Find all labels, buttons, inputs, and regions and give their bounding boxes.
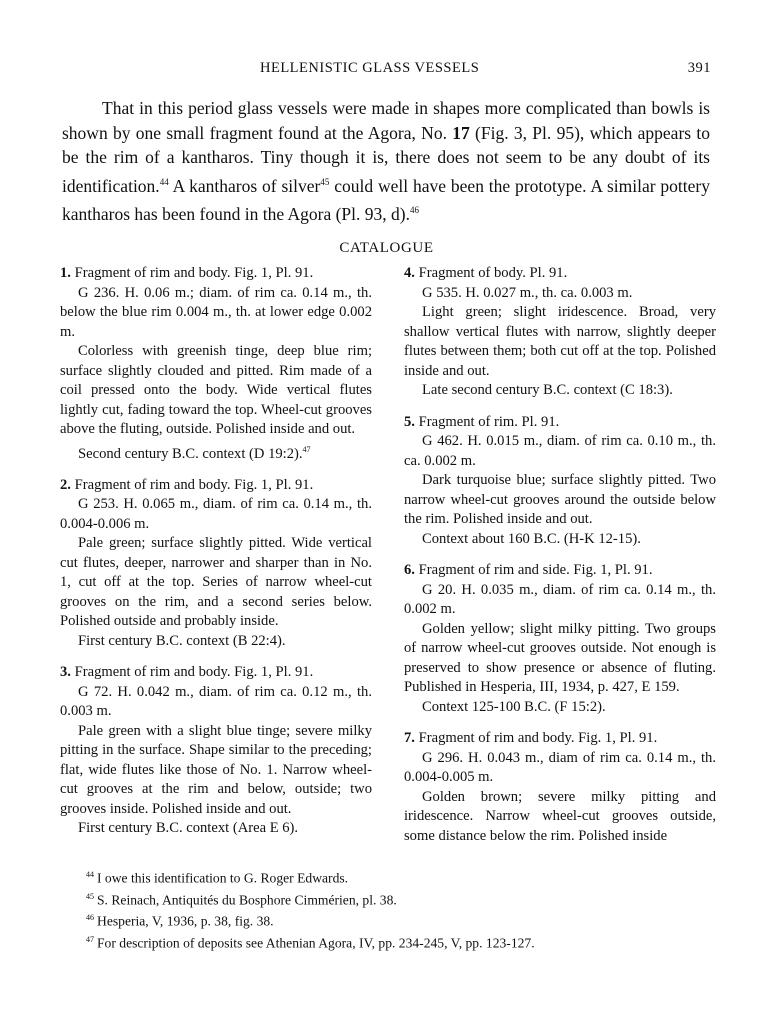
- footnote-ref[interactable]: 44: [159, 176, 169, 187]
- page-number: 391: [687, 60, 711, 76]
- catalogue-entry: 4. Fragment of body. Pl. 91. G 535. H. 0.027 m., th. ca. 0.003 m. Light green; slight iridescence. Broad, very shallow vertical flutes with narrow, slightly deeper flutes between them; both cut off at the top. Polished inside and out. Late second century B.C. context (C 18:3).: [404, 265, 716, 398]
- footnotes: [62, 866, 712, 952]
- catalogue-entry: 7. Fragment of rim and body. Fig. 1, Pl. 91. G 296. H. 0.043 m., diam of rim ca. 0.14 m., th. 0.004-0.005 m. Golden brown; severe milky pitting and iridescence. Narrow wheel-cut grooves outside, some distance below the rim. Polished inside: [404, 730, 716, 844]
- catalogue-entry: 2. Fragment of rim and body. Fig. 1, Pl. 91. G 253. H. 0.065 m., diam. of rim ca. 0.14 m., th. 0.004-0.006 m. Pale green; surface slightly pitted. Wide vertical cut flutes, deeper, narrower and sharper than in No. 1, cut off at the top. Series of narrow wheel-cut grooves on the rim, and a second series below. Polished outside and probably inside. First century B.C. context (B 22:4).: [60, 476, 372, 649]
- catalogue-entry: 5. Fragment of rim. Pl. 91. G 462. H. 0.015 m., diam. of rim ca. 0.10 m., th. ca. 0.002 m. Dark turquoise blue; surface slightly pitted. Two narrow wheel-cut grooves around the outside below the rim. Polished inside and out. Context about 160 B.C. (H-K 12-15).: [404, 413, 716, 547]
- catalogue-entry: 3. Fragment of rim and body. Fig. 1, Pl. 91. G 72. H. 0.042 m., diam. of rim ca. 0.12 m., th. 0.003 m. Pale green with a slight blue tinge; severe milky pitting in the surface. Shape similar to the preceding; flat, wide flutes like those of No. 1. Narrow wheel-cut grooves at the rim and below, outside; two grooves inside. Polished inside and out. First century B.C. context (Area E 6).: [60, 664, 372, 837]
- catalogue-heading: CATALOGUE: [339, 240, 434, 256]
- catalogue-column-left: [60, 264, 372, 851]
- catalogue-entry: 6. Fragment of rim and side. Fig. 1, Pl. 91. G 20. H. 0.035 m., diam. of rim ca. 0.14 m., th. 0.002 m. Golden yellow; slight milky pitting. Two groups of narrow wheel-cut grooves outside. Not enough is preserved to show presence or absence of fluting. Published in Hesperia, III, 1934, p. 427, E 159. Context 125-100 B.C. (F 15:2).: [404, 562, 716, 715]
- running-title: HELLENISTIC GLASS VESSELS: [260, 60, 480, 76]
- footnote-ref[interactable]: 47: [302, 444, 311, 454]
- footnote-ref[interactable]: 46: [409, 204, 419, 215]
- catalogue-entry: 1. Fragment of rim and body. Fig. 1, Pl. 91. G 236. H. 0.06 m.; diam. of rim ca. 0.14 m., th. below the blue rim 0.004 m., th. at lower edge 0.002 m. Colorless with greenish tinge, deep blue rim; surface slightly clouded and pitted. Rim made of a coil pressed onto the body. Wide vertical flutes lightly cut, fading toward the top. Wheel-cut grooves above the fluting, outside. Polished inside and out. Second century B.C. context (D 19:2).$^{47}$: [60, 265, 372, 462]
- catalogue-column-right: [404, 264, 716, 858]
- footnote: $^{47}$ For description of deposits see Athenian Agora, IV, pp. 234-245, V, pp. 123-127.: [86, 934, 535, 951]
- catalogue-ref: 17: [452, 122, 470, 143]
- footnote: $^{46}$ Hesperia, V, 1936, p. 38, fig. 38.: [86, 913, 274, 929]
- intro-paragraph: That in this period glass vessels were made in shapes more complicated than bowls is shown by one small fragment found at the Agora, No. 17 (Fig. 3, Pl. 95), which appears to be the rim of a kantharos. Tiny though it is, there does not seem to be any doubt of its identification.$^{44}$ A kantharos of silver$^{45}$ could well have been the prototype. A similar pottery kantharos has been found in the Agora (Pl. 93, d).$^{46}$: [62, 98, 710, 224]
- footnote-ref[interactable]: 45: [320, 176, 330, 187]
- footnote: $^{44}$ I owe this identification to G. Roger Edwards.: [86, 870, 349, 886]
- footnote: $^{45}$ S. Reinach, Antiquités du Bosphore Cimmérien, pl. 38.: [86, 891, 397, 908]
